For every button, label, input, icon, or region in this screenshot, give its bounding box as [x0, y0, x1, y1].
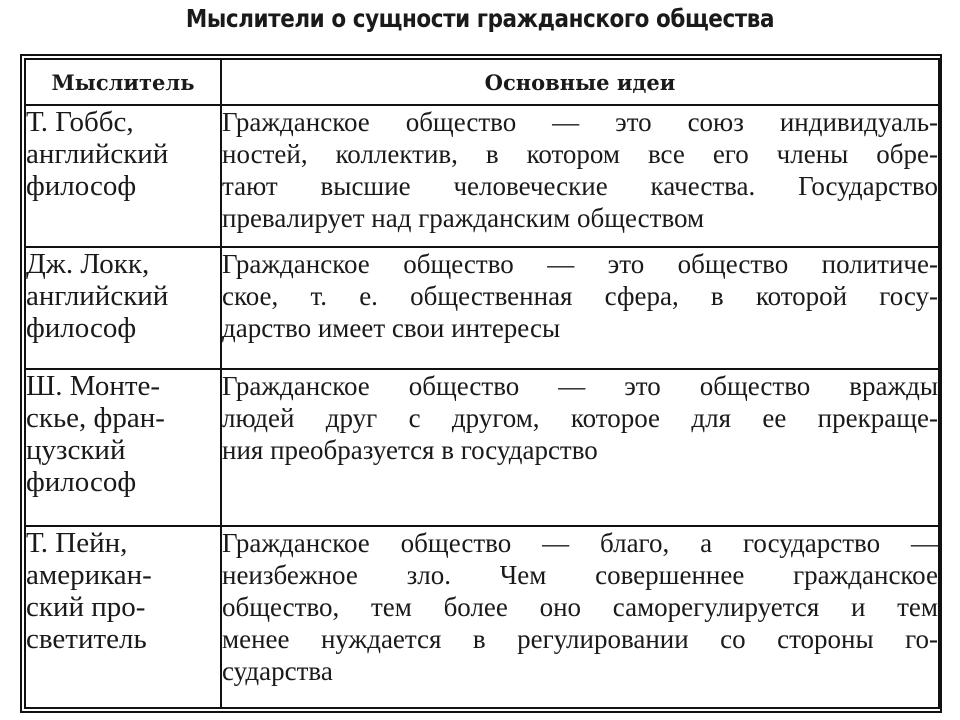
thinker-line: скье, фран-	[26, 402, 165, 434]
thinker-cell	[25, 247, 221, 369]
thinker-line: философ	[26, 170, 137, 202]
header-ideas: Основные идеи	[221, 59, 939, 105]
thinker-line: Т. Гоббс,	[26, 106, 134, 138]
ideas-cell	[221, 369, 939, 526]
table-row	[25, 247, 939, 369]
ideas-line: превалирует над гражданским обществом	[222, 203, 705, 233]
thinker-line: цузский	[26, 434, 126, 466]
thinker-line: светитель	[26, 623, 147, 655]
thinker-line: философ	[26, 466, 137, 498]
table-row	[25, 526, 939, 708]
thinker-line: Т. Пейн,	[26, 527, 128, 559]
ideas-line: ностей, коллектив, в котором все его члены обре-	[222, 139, 938, 169]
table-row	[25, 105, 939, 247]
ideas-line: общество, тем более оно саморегулируется и тем	[222, 592, 938, 622]
thinker-line: Дж. Локк,	[26, 248, 150, 280]
ideas-line: дарство имеет свои интересы	[222, 313, 561, 343]
page-title: Мыслители о сущности гражданского общества	[185, 4, 775, 33]
ideas-line: Гражданское общество — благо, а государство —	[222, 528, 938, 558]
ideas-line: Гражданское общество — это союз индивидуаль-	[222, 107, 938, 137]
ideas-line: ния преобразуется в государство	[222, 435, 598, 465]
thinker-line: философ	[26, 312, 137, 344]
thinker-line: американ-	[26, 559, 152, 591]
ideas-line: неизбежное зло. Чем совершеннее гражданское	[222, 560, 938, 590]
ideas-cell	[221, 247, 939, 369]
ideas-line: сударства	[222, 656, 333, 686]
thinker-cell	[25, 369, 221, 526]
thinker-line: ский про-	[26, 591, 146, 623]
ideas-line: Гражданское общество — это общество политиче-	[222, 249, 938, 279]
ideas-cell	[221, 105, 939, 247]
ideas-line: ское, т. е. общественная сфера, в которой госу-	[222, 281, 938, 311]
ideas-line: Гражданское общество — это общество вражды	[222, 371, 938, 401]
thinker-line: Ш. Монте-	[26, 370, 161, 402]
ideas-cell	[221, 526, 939, 708]
ideas-line: тают высшие человеческие качества. Государство	[222, 171, 938, 201]
ideas-line: менее нуждается в регулировании со стороны го-	[222, 624, 938, 654]
thinker-cell	[25, 105, 221, 247]
table-header-row	[25, 59, 939, 105]
thinker-line: английский	[26, 138, 169, 170]
table-row	[25, 369, 939, 526]
thinker-line: английский	[26, 280, 169, 312]
header-thinker: Мыслитель	[25, 59, 221, 105]
thinker-cell	[25, 526, 221, 708]
thinkers-table	[24, 58, 940, 709]
ideas-line: людей друг с другом, которое для ее прекраще-	[222, 403, 938, 433]
